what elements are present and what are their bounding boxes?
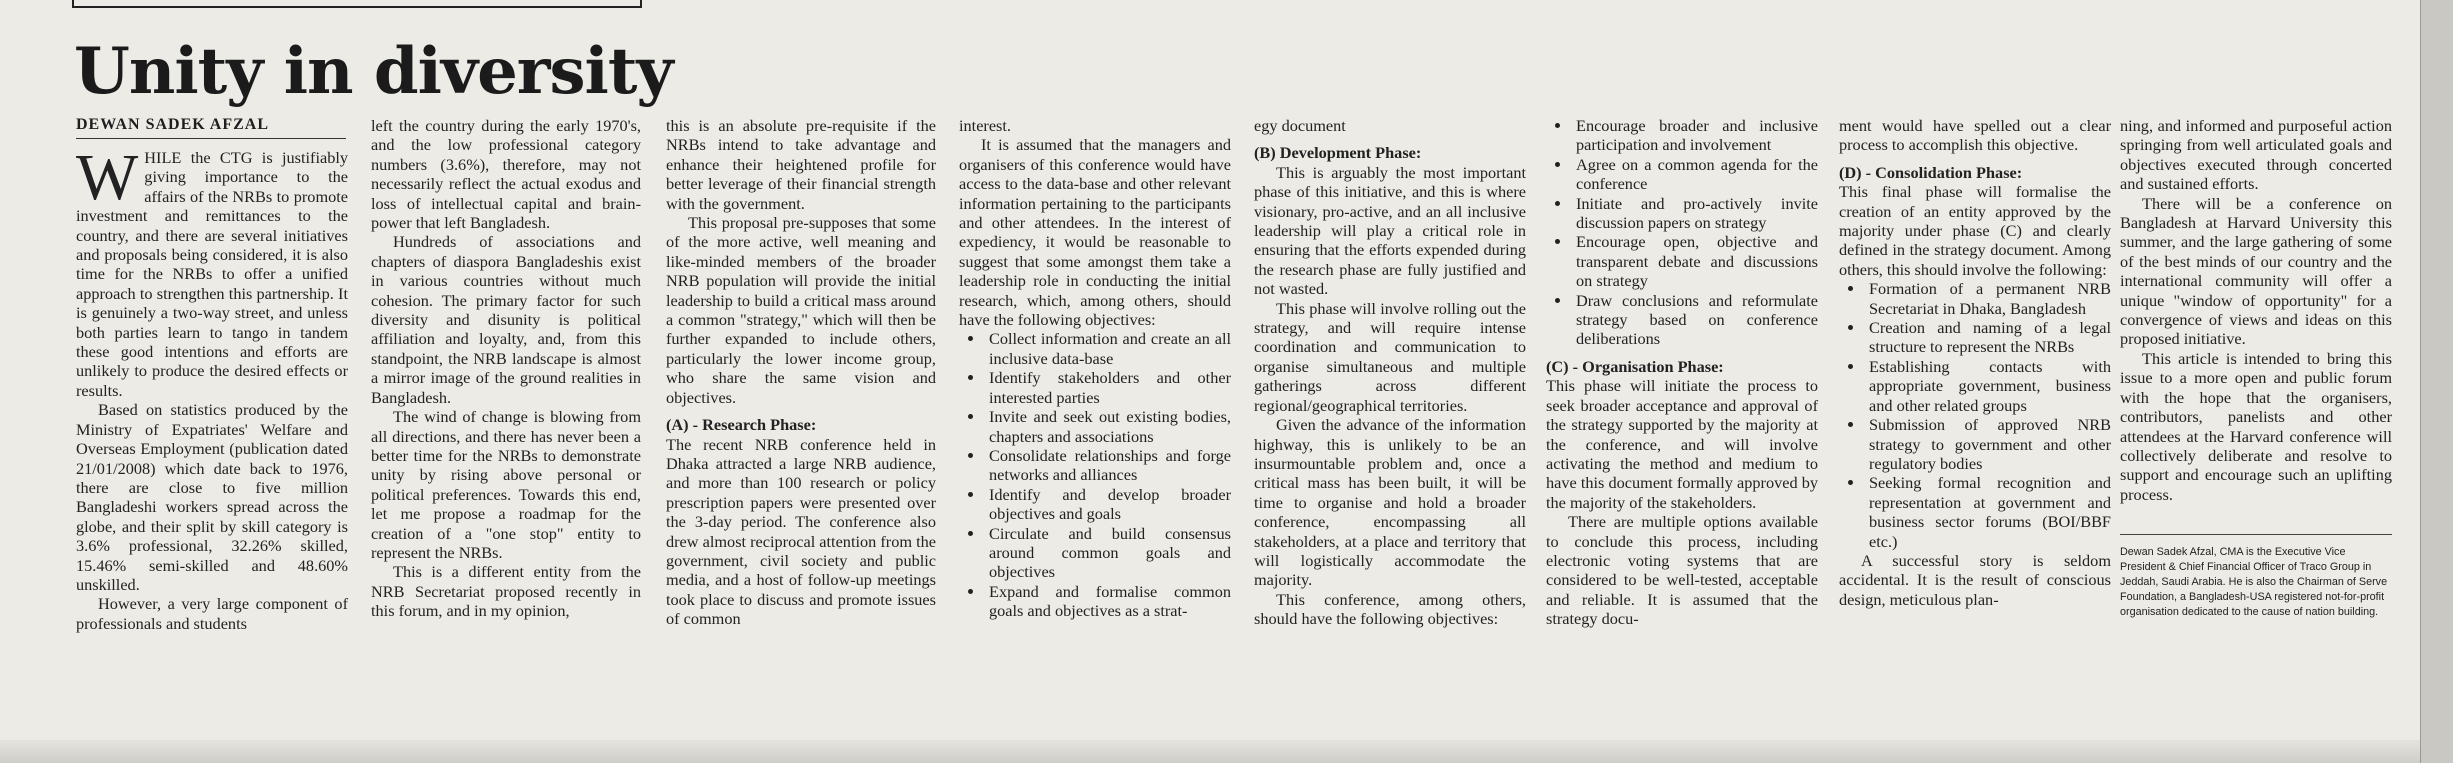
list-item: • Seeking formal recognition and representation at government and business sector forums (BOI/BBF etc.)	[1865, 473, 2111, 551]
article-column-7	[1839, 116, 2111, 609]
list-item: • Identify stakeholders and other interested parties	[985, 368, 1231, 407]
paragraph: interest.	[959, 116, 1011, 135]
paragraph: It is assumed that the managers and organisers of this conference would have access to the data-base and other relevant information pertaining to the participants and other attendees. In the interest of expediency, it would be reasonable to suggest that some amongst them take a leadership role in conducting the initial research, which, among others, should have the following objectives:	[959, 135, 1231, 330]
list-item: • Invite and seek out existing bodies, chapters and associations	[985, 407, 1231, 446]
list-item: • Expand and formalise common goals and objectives as a strat-	[985, 582, 1231, 621]
article-column-3	[666, 116, 936, 629]
paragraph: This final phase will formalise the creation of an entity approved by the majority under phase (C) and clearly defined in the strategy document. Among others, this should involve the following:	[1839, 182, 2111, 279]
list-item: • Circulate and build consensus around common goals and objectives	[985, 524, 1231, 582]
article-column-8	[2120, 116, 2392, 620]
section-heading-development: (B) Development Phase:	[1254, 143, 1422, 163]
list-item: • Agree on a common agenda for the conference	[1572, 155, 1818, 194]
top-border-rule	[72, 0, 642, 8]
section-heading-organisation: (C) - Organisation Phase:	[1546, 356, 1724, 376]
paragraph: However, a very large component of professionals and students	[76, 594, 348, 633]
paragraph: This is a different entity from the NRB Secretariat proposed recently in this forum, and in my opinion,	[371, 562, 641, 621]
paragraph: This phase will initiate the process to seek broader acceptance and approval of the strategy supported by the majority at the conference, and will involve activating the method and medium to have this document formally approved by the majority of the stakeholders.	[1546, 376, 1818, 512]
paragraph: ning, and informed and purposeful action springing from well articulated goals and objectives executed through concerted and sustained efforts.	[2120, 116, 2392, 194]
list-item: • Draw conclusions and reformulate strategy based on conference deliberations	[1572, 291, 1818, 349]
article-headline: Unity in diversity	[74, 34, 673, 109]
paragraph: A successful story is seldom accidental. It is the result of conscious design, meticulous plan-	[1839, 550, 2111, 609]
page-bottom-shadow	[0, 740, 2420, 763]
section-heading-consolidation: (D) - Consolidation Phase:	[1839, 162, 2023, 182]
article-column-2	[371, 116, 641, 621]
paragraph: Given the advance of the information highway, this is unlikely to be an insurmountable problem and, once a critical mass has been built, it will be time to organise and hold a broader conference, encompassing all stakeholders, at a place and territory that will logistically accommodate the majority.	[1254, 415, 1526, 590]
paragraph: left the country during the early 1970's, and the low professional category numbers (3.6%), therefore, may not necessarily reflect the actual exodus and loss of intellectual capital and brain-power that left Bangladesh.	[371, 116, 641, 233]
byline: DEWAN SADEK AFZAL	[76, 116, 346, 139]
list-item: • Creation and naming of a legal structure to represent the NRBs	[1865, 318, 2111, 357]
list-item: • Establishing contacts with appropriate government, business and other related groups	[1865, 357, 2111, 415]
article-column-5	[1254, 116, 1526, 629]
article-column-1	[76, 141, 348, 633]
list-item: • Encourage open, objective and transparent debate and discussions on strategy	[1572, 232, 1818, 290]
drop-cap: W	[76, 141, 139, 214]
list-item: • Encourage broader and inclusive participation and involvement	[1572, 116, 1818, 155]
article-column-6	[1546, 116, 1818, 629]
objectives-list	[1546, 116, 1818, 349]
paragraph: egy document	[1254, 116, 1346, 135]
objectives-list	[1839, 279, 2111, 551]
paragraph: ment would have spelled out a clear process to accomplish this objective.	[1839, 116, 2111, 155]
paragraph: This is arguably the most important phase of this initiative, and this is where visionary, pro-active, and an all inclusive leadership will play a critical role in ensuring that the efforts expended during the research phase are fully justified and not wasted.	[1254, 162, 1526, 299]
list-item: • Collect information and create an all inclusive data-base	[985, 329, 1231, 368]
paragraph: WHILE the CTG is justifiably giving importance to the affairs of the NRBs to promote investment and remittances to the country, and there are several initiatives and proposals being considered, it is also time for the NRBs to offer a unified approach to strengthen this partnership. It is genuinely a two-way street, and unless both parties learn to tango in tandem these good intentions and efforts are unlikely to produce the desired effects or results.	[76, 141, 348, 400]
list-item: • Formation of a permanent NRB Secretariat in Dhaka, Bangladesh	[1865, 279, 2111, 318]
paragraph: There are multiple options available to conclude this process, including electronic voting systems that are considered to be well-tested, acceptable and reliable. It is assumed that the strategy docu-	[1546, 512, 1818, 629]
paragraph: Hundreds of associations and chapters of diaspora Bangladeshis exist in various countries without much cohesion. The primary factor for such diversity and disunity is political affiliation and loyalty, and, from this standpoint, the NRB landscape is almost a mirror image of the ground realities in Bangladesh.	[371, 232, 641, 407]
objectives-list	[959, 329, 1231, 620]
paragraph: This conference, among others, should have the following objectives:	[1254, 589, 1526, 629]
article-column-4	[959, 116, 1231, 621]
paragraph: Based on statistics produced by the Ministry of Expatriates' Welfare and Overseas Employment (publication dated 21/01/2008) which date back to 1976, there are close to five million Bangladeshi workers spread across the globe, and their split by skill category is 3.6% professional, 32.26% skilled, 15.46% semi-skilled and 48.60% unskilled.	[76, 400, 348, 594]
list-item: • Consolidate relationships and forge networks and alliances	[985, 446, 1231, 485]
author-bio: Dewan Sadek Afzal, CMA is the Executive Vice President & Chief Financial Officer of Traco Group in Jeddah, Saudi Arabia. He is also the Chairman of Serve Foundation, a Bangladesh-USA registered not-for-profit organisation dedicated to the cause of nation building.	[2120, 534, 2392, 620]
paragraph: The recent NRB conference held in Dhaka attracted a large NRB audience, and more than 100 research or policy prescription papers were presented over the 3-day period. The conference also drew almost reciprocal attention from the government, civil society and public media, and a host of follow-up meetings took place to discuss and promote issues of common	[666, 434, 936, 629]
paragraph: This proposal pre-supposes that some of the more active, well meaning and like-minded members of the broader NRB population will provide the initial leadership to build a critical mass around a common "strategy," which will then be further expanded to include others, particularly the lower income group, who share the same vision and objectives.	[666, 213, 936, 407]
paragraph: this is an absolute pre-requisite if the NRBs intend to take advantage and enhance their heightened profile for better leverage of their financial strength with the government.	[666, 116, 936, 213]
list-item: • Identify and develop broader objectives and goals	[985, 485, 1231, 524]
paragraph: There will be a conference on Bangladesh at Harvard University this summer, and the large gathering of some of the best minds of our country and the international community will offer a unique "window of opportunity" for a convergence of views and ideas on this proposed initiative.	[2120, 193, 2392, 349]
page-fold-edge	[2420, 0, 2453, 763]
paragraph: This article is intended to bring this issue to a more open and public forum with the hope that the organisers, contributors, panelists and other attendees at the Harvard conference will collectively deliberate and resolve to support and encourage such an uplifting process.	[2120, 348, 2392, 504]
paragraph: This phase will involve rolling out the strategy, and will require intense coordination and communication to organise simultaneous and multiple gatherings across different regional/geographical territories.	[1254, 298, 1526, 415]
paragraph: The wind of change is blowing from all directions, and there has never been a better time for the NRBs to demonstrate unity by rising above personal or political preferences. Towards this end, let me propose a roadmap for the creation of a "one stop" entity to represent the NRBs.	[371, 407, 641, 562]
section-heading-research: (A) - Research Phase:	[666, 415, 817, 435]
list-item: • Submission of approved NRB strategy to government and other regulatory bodies	[1865, 415, 2111, 473]
list-item: • Initiate and pro-actively invite discussion papers on strategy	[1572, 194, 1818, 233]
